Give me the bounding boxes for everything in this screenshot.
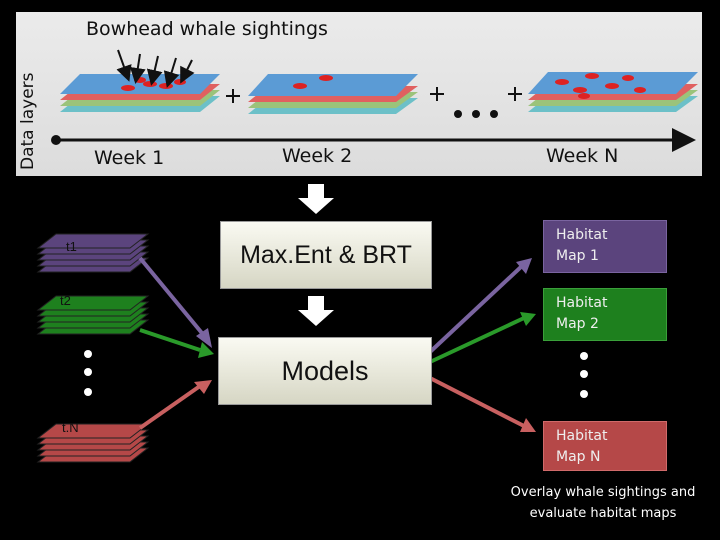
vertical-ellipsis-right [580,352,588,398]
data-layers-axis-label: Data layers [18,72,38,170]
maxent-brt-box: Max.Ent & BRT [220,221,432,289]
stack-t2-label: t2 [60,293,71,308]
panel-title: Bowhead whale sightings [86,18,328,40]
input-arrows [140,258,214,428]
habitat-map-2: Habitat Map 2 [543,288,667,341]
timeline-axis [51,135,690,145]
stack-t1 [38,234,148,272]
footer-caption: Overlay whale sightings and evaluate habitat maps [510,485,696,521]
week-n-label: Week N [546,145,619,167]
stack-tN-label: t.N [62,420,79,435]
ellipsis-icon [454,110,498,118]
week-2-label: Week 2 [282,145,353,167]
week2-layer-stack [248,74,418,114]
models-box: Models [218,337,432,405]
stack-t1-label: t1 [66,239,77,254]
weekN-layer-stack [528,72,698,112]
stack-t2 [38,296,148,334]
habitat-map-n: Habitat Map N [543,421,667,471]
stack-tN [38,424,148,462]
output-arrows [430,258,536,432]
week-1-label: Week 1 [94,147,165,169]
habitat-map-1: Habitat Map 1 [543,220,667,273]
vertical-ellipsis-left [84,350,92,396]
